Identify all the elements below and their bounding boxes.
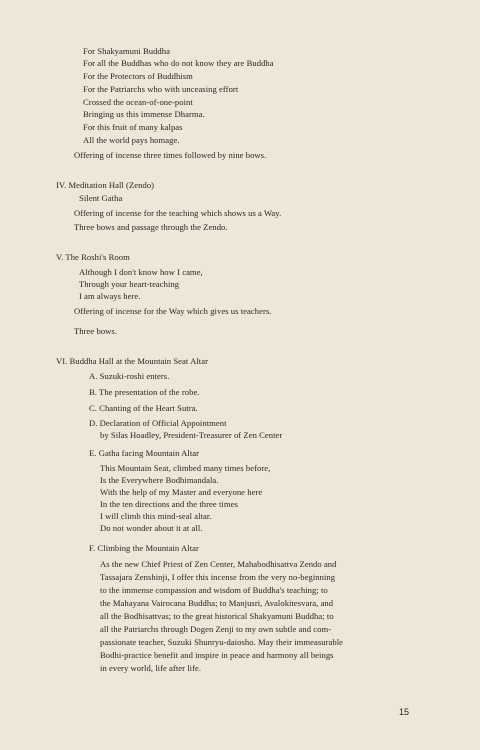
gatha-line: This Mountain Seat, climbed many times before,	[100, 463, 271, 473]
invocation-line: All the world pays homage.	[83, 135, 180, 145]
section-vi-item-f: F. Climbing the Mountain Altar	[89, 543, 199, 553]
dedication-line: the Mahayana Vairocana Buddha; to Manjusri, Avalokitesvara, and	[100, 598, 334, 608]
section-v-bows: Three bows.	[74, 326, 118, 336]
section-vi-item-d-detail: by Silas Hoadley, President-Treasurer of Zen Center	[100, 430, 283, 440]
section-iv-chant: Silent Gatha	[79, 193, 123, 203]
section-iv-bows: Three bows and passage through the Zendo.	[74, 222, 228, 232]
section-v-offering: Offering of incense for the Way which gives us teachers.	[74, 306, 272, 316]
gatha-line: Is the Everywhere Bodhimandala.	[100, 475, 219, 485]
dedication-line: As the new Chief Priest of Zen Center, Mahabodhisattva Zendo and	[100, 559, 337, 569]
section-v-verse-line: I am always here.	[79, 291, 141, 301]
section-vi-item-a: A. Suzuki-roshi enters.	[89, 371, 170, 381]
section-v-verse-line: Although I don't know how I came,	[79, 267, 203, 277]
dedication-line: all the Patriarchs through Dogen Zenji to my own subtle and com-	[100, 624, 332, 634]
page-number: 15	[399, 707, 410, 717]
invocation-line: For this fruit of many kalpas	[83, 122, 183, 132]
section-vi-item-c: C. Chanting of the Heart Sutra.	[89, 403, 198, 413]
dedication-line: passionate teacher, Suzuki Shunryu-daiosho. May their immeasurable	[100, 637, 344, 647]
section-vi-heading: VI. Buddha Hall at the Mountain Seat Altar	[56, 356, 208, 366]
dedication-line: Bodhi-practice benefit and inspire in peace and harmony all beings	[100, 650, 334, 660]
invocation-line: Crossed the ocean-of-one-point	[83, 97, 193, 107]
section-iv-offering: Offering of incense for the teaching which shows us a Way.	[74, 208, 282, 218]
dedication-line: all the Bodhisattvas; to the great historical Shakyamuni Buddha; to	[100, 611, 334, 621]
section-v-verse-line: Through your heart-teaching	[79, 279, 180, 289]
dedication-line: to the immense compassion and wisdom of Buddha's teaching; to	[100, 585, 328, 595]
invocation-line: For all the Buddhas who do not know they are Buddha	[83, 58, 274, 68]
invocation-line: Bringing us this immense Dharma.	[83, 109, 205, 119]
gatha-line: I will climb this mind-seal altar.	[100, 511, 212, 521]
invocation-line: For the Patriarchs who with unceasing effort	[83, 84, 239, 94]
section-vi-item-d: D. Declaration of Official Appointment	[89, 418, 227, 428]
gatha-line: In the ten directions and the three times	[100, 499, 238, 509]
gatha-line: With the help of my Master and everyone here	[100, 487, 263, 497]
section-vi-item-e: E. Gatha facing Mountain Altar	[89, 448, 200, 458]
section-vi-item-b: B. The presentation of the robe.	[89, 387, 200, 397]
section-v-heading: V. The Roshi's Room	[56, 252, 130, 262]
section-iv-heading: IV. Meditation Hall (Zendo)	[56, 180, 155, 190]
invocation-line: For Shakyamuni Buddha	[83, 46, 170, 56]
invocation-line: For the Protectors of Buddhism	[83, 71, 193, 81]
invocation-offering: Offering of incense three times followed by nine bows.	[74, 150, 267, 160]
gatha-line: Do not wonder about it at all.	[100, 523, 203, 533]
dedication-line: in every world, life after life.	[100, 663, 202, 673]
dedication-line: Tassajara Zenshinji, I offer this incense from the very no-beginning	[100, 572, 336, 582]
